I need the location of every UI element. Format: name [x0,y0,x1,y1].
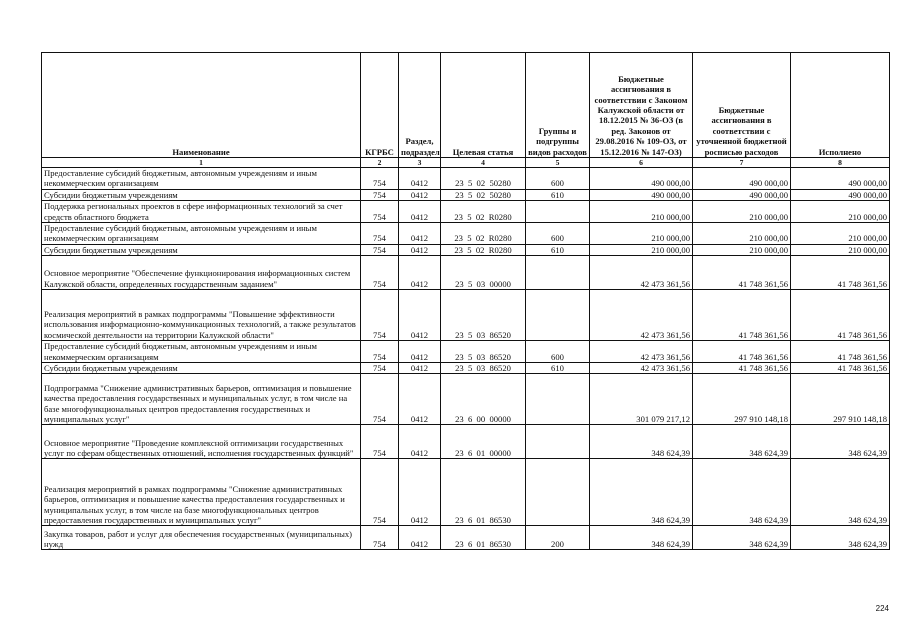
cell-section: 0412 [399,201,441,223]
cell-executed: 348 624,39 [791,459,890,526]
cell-law: 301 079 217,12 [590,374,693,425]
cell-section: 0412 [399,341,441,363]
cell-target: 23 6 00 00000 [441,374,526,425]
table-row [42,168,890,190]
cell-target: 23 5 02 50280 [441,189,526,200]
budget-table [41,52,890,550]
cell-law: 210 000,00 [590,244,693,255]
cell-section: 0412 [399,363,441,374]
cell-target: 23 6 01 86530 [441,526,526,550]
cell-target: 23 5 02 R0280 [441,201,526,223]
table-row [42,223,890,245]
table-row [42,363,890,374]
cell-executed: 490 000,00 [791,189,890,200]
cell-refined: 348 624,39 [693,425,791,459]
cell-group [526,201,590,223]
cell-kgrbs: 754 [361,256,399,290]
cell-law: 348 624,39 [590,425,693,459]
cell-name: Подпрограмма "Снижение административных барьеров, оптимизация и повышение качества предоставления государственных и муниципальных услуг, в том числе на базе многофункциональных центров предоставления государственных и муниципальных услуг" [42,374,361,425]
cell-section: 0412 [399,244,441,255]
cell-refined: 210 000,00 [693,244,791,255]
column-number: 7 [693,158,791,168]
table-header [42,53,890,158]
header-law-allocations: Бюджетные ассигнования в соответствии с Законом Калужской области от 18.12.2015 № 36-ОЗ (в ред. Законов от 29.08.2016 № 109-ОЗ, от 15.12.2016 № 147-ОЗ) [590,53,693,158]
cell-executed: 210 000,00 [791,244,890,255]
cell-refined: 210 000,00 [693,223,791,245]
cell-executed: 297 910 148,18 [791,374,890,425]
cell-refined: 348 624,39 [693,459,791,526]
cell-executed: 210 000,00 [791,201,890,223]
cell-target: 23 5 03 86520 [441,290,526,341]
cell-name: Предоставление субсидий бюджетным, автономным учреждениям и иным некоммерческим организациям [42,168,361,190]
cell-kgrbs: 754 [361,223,399,245]
table-row [42,341,890,363]
cell-section: 0412 [399,256,441,290]
cell-section: 0412 [399,168,441,190]
cell-kgrbs: 754 [361,425,399,459]
cell-section: 0412 [399,189,441,200]
cell-kgrbs: 754 [361,168,399,190]
cell-target: 23 6 01 00000 [441,425,526,459]
cell-refined: 297 910 148,18 [693,374,791,425]
cell-target: 23 5 03 86520 [441,341,526,363]
table-row [42,201,890,223]
cell-kgrbs: 754 [361,374,399,425]
cell-name: Реализация мероприятий в рамках подпрограммы "Повышение эффективности использования информационно-коммуникационных технологий, а также результатов космической деятельности на территории Калужской области" [42,290,361,341]
budget-document-page [41,52,890,550]
cell-law: 490 000,00 [590,168,693,190]
cell-group: 600 [526,341,590,363]
cell-law: 42 473 361,56 [590,256,693,290]
column-number: 4 [441,158,526,168]
header-executed: Исполнено [791,53,890,158]
cell-kgrbs: 754 [361,244,399,255]
column-number: 2 [361,158,399,168]
cell-executed: 490 000,00 [791,168,890,190]
cell-refined: 41 748 361,56 [693,290,791,341]
column-number: 3 [399,158,441,168]
cell-name: Предоставление субсидий бюджетным, автономным учреждениям и иным некоммерческим организациям [42,223,361,245]
cell-group: 610 [526,363,590,374]
cell-law: 210 000,00 [590,201,693,223]
cell-target: 23 5 02 R0280 [441,244,526,255]
table-body [42,158,890,550]
table-row [42,374,890,425]
cell-name: Основное мероприятие "Проведение комплексной оптимизации государственных услуг по сферам общественных отношений, исполнения государственных функций" [42,425,361,459]
column-number: 1 [42,158,361,168]
cell-group: 610 [526,189,590,200]
cell-law: 348 624,39 [590,459,693,526]
column-number-row [42,158,890,168]
cell-name: Реализация мероприятий в рамках подпрограммы "Снижение административных барьеров, оптимизация и повышение качества предоставления государственных и муниципальных услуг, в том числе на базе многофункциональных центров предоставления государственных и муниципальных услуг" [42,459,361,526]
cell-executed: 348 624,39 [791,526,890,550]
column-number: 6 [590,158,693,168]
cell-group [526,459,590,526]
cell-group [526,425,590,459]
header-kgrbs: КГРБС [361,53,399,158]
cell-section: 0412 [399,459,441,526]
cell-target: 23 5 02 50280 [441,168,526,190]
cell-refined: 210 000,00 [693,201,791,223]
header-groups: Группы и подгруппы видов расходов [526,53,590,158]
cell-section: 0412 [399,290,441,341]
cell-refined: 490 000,00 [693,168,791,190]
cell-group: 610 [526,244,590,255]
header-target: Целевая статья [441,53,526,158]
cell-section: 0412 [399,526,441,550]
cell-kgrbs: 754 [361,526,399,550]
cell-kgrbs: 754 [361,459,399,526]
table-row [42,244,890,255]
cell-executed: 348 624,39 [791,425,890,459]
cell-refined: 41 748 361,56 [693,256,791,290]
cell-refined: 348 624,39 [693,526,791,550]
cell-group [526,374,590,425]
cell-law: 42 473 361,56 [590,341,693,363]
column-number: 5 [526,158,590,168]
cell-executed: 41 748 361,56 [791,256,890,290]
cell-name: Субсидии бюджетным учреждениям [42,363,361,374]
table-row [42,459,890,526]
cell-kgrbs: 754 [361,341,399,363]
cell-law: 42 473 361,56 [590,363,693,374]
table-row [42,189,890,200]
cell-group: 600 [526,223,590,245]
header-refined-allocations: Бюджетные ассигнования в соответствии с уточненной бюджетной росписью расходов [693,53,791,158]
cell-target: 23 5 03 00000 [441,256,526,290]
cell-kgrbs: 754 [361,201,399,223]
cell-group: 600 [526,168,590,190]
cell-target: 23 5 03 86520 [441,363,526,374]
cell-name: Поддержка региональных проектов в сфере информационных технологий за счет средств областного бюджета [42,201,361,223]
cell-executed: 41 748 361,56 [791,290,890,341]
page-number: 224 [875,604,889,613]
cell-name: Основное мероприятие "Обеспечение функционирования информационных систем Калужской области, определенных государственным заданием" [42,256,361,290]
cell-section: 0412 [399,223,441,245]
table-row [42,425,890,459]
table-row [42,256,890,290]
cell-executed: 41 748 361,56 [791,341,890,363]
cell-name: Предоставление субсидий бюджетным, автономным учреждениям и иным некоммерческим организациям [42,341,361,363]
cell-group [526,256,590,290]
table-row [42,290,890,341]
cell-executed: 41 748 361,56 [791,363,890,374]
cell-group: 200 [526,526,590,550]
cell-target: 23 6 01 86530 [441,459,526,526]
column-number: 8 [791,158,890,168]
header-section: Раздел, подраздел [399,53,441,158]
cell-target: 23 5 02 R0280 [441,223,526,245]
cell-law: 42 473 361,56 [590,290,693,341]
cell-name: Закупка товаров, работ и услуг для обеспечения государственных (муниципальных) нужд [42,526,361,550]
cell-group [526,290,590,341]
cell-kgrbs: 754 [361,290,399,341]
table-row [42,526,890,550]
cell-refined: 41 748 361,56 [693,363,791,374]
cell-law: 348 624,39 [590,526,693,550]
header-name: Наименование [42,53,361,158]
cell-refined: 41 748 361,56 [693,341,791,363]
cell-law: 490 000,00 [590,189,693,200]
cell-refined: 490 000,00 [693,189,791,200]
cell-executed: 210 000,00 [791,223,890,245]
cell-kgrbs: 754 [361,189,399,200]
cell-section: 0412 [399,374,441,425]
cell-law: 210 000,00 [590,223,693,245]
cell-kgrbs: 754 [361,363,399,374]
cell-section: 0412 [399,425,441,459]
cell-name: Субсидии бюджетным учреждениям [42,189,361,200]
cell-name: Субсидии бюджетным учреждениям [42,244,361,255]
